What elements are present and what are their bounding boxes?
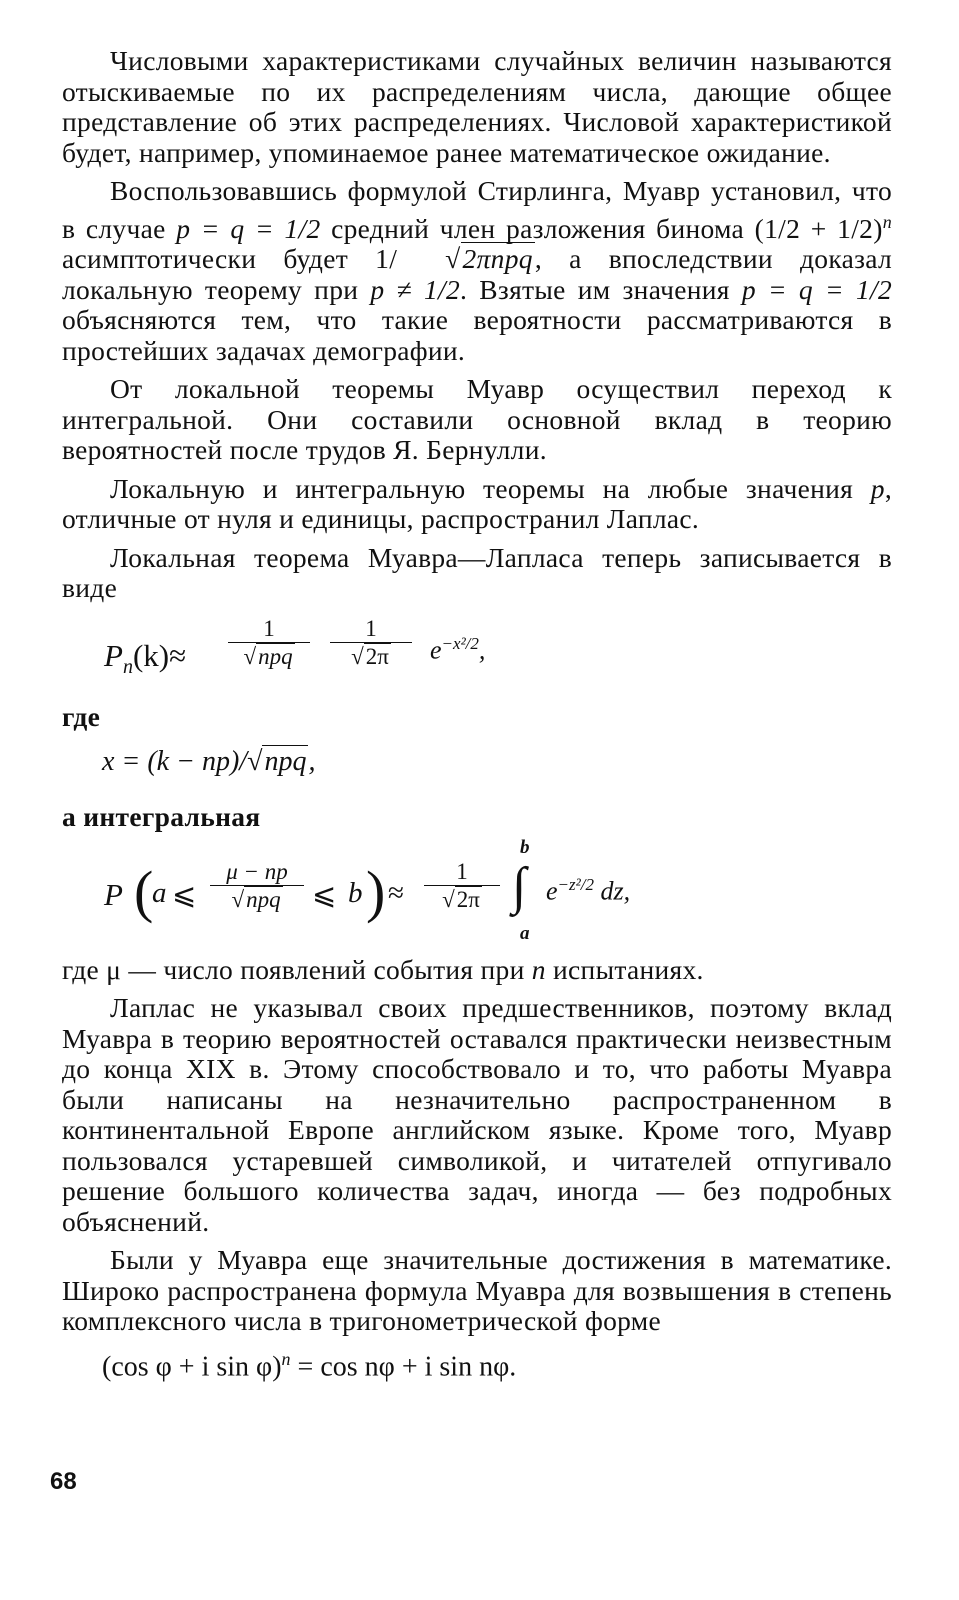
- inline-math: p ≠ 1/2: [370, 273, 461, 305]
- formula-arg: (k)≈: [132, 637, 187, 673]
- text-fragment: где μ — число появлений события при: [62, 953, 532, 985]
- paragraph-integral-transition: От локальной теоремы Муавр осуществил переход к интегральной. Они составили основной вклад в теорию вероятностей после трудов Я. Бернулли.: [62, 373, 892, 466]
- exp-base: e: [430, 635, 442, 665]
- exp-power: −x²/2: [441, 633, 479, 653]
- text-fragment: испытаниях.: [545, 953, 704, 985]
- text-fragment: Воспользовавшись формулой Стирлинга, Муавр установил, что в случае: [62, 175, 892, 244]
- paragraph-mu-definition: [62, 955, 892, 986]
- integrand: [546, 875, 630, 907]
- paragraph-laplace-predecessors: Лаплас не указывал своих предшественников, поэтому вклад Муавра в теорию вероятностей оставался практически неизвестным до конца XIX в. Этому способствовало и то, что работы Муавра были написаны на незначительно распространенном в континентальной Европе английском языке. Кроме того, Муавр пользовался устаревшей символикой, и читателей отпугивало решение большого количества задач, иногда — без подробных объяснений.: [62, 992, 892, 1237]
- formula-de-moivre: [62, 1345, 892, 1389]
- integral-upper-limit: b: [520, 836, 530, 858]
- fraction-one-over-sqrt-2pi: [424, 859, 500, 914]
- text-fragment: асимптотически будет: [62, 243, 376, 275]
- sqrt-symbol: √npq: [247, 746, 307, 778]
- lower-bound-a: a: [152, 876, 167, 909]
- formula-exponential: [430, 634, 485, 666]
- sqrt-radicand: 2π: [365, 643, 389, 669]
- text-fragment: Локальную и интегральную теоремы на любые значения: [110, 472, 871, 504]
- formula-tail: ,: [478, 635, 486, 665]
- sqrt-radicand: npq: [246, 886, 281, 912]
- moivre-lhs: (cos φ + i sin φ): [102, 1350, 282, 1382]
- sqrt-radicand: npq: [264, 746, 307, 778]
- moivre-exponent: n: [281, 1348, 291, 1369]
- moivre-expression: [102, 1349, 516, 1383]
- integral-lower-limit: a: [520, 922, 530, 944]
- binom-exponent: n: [882, 211, 892, 232]
- exp-power: −z²/2: [557, 874, 594, 894]
- sqrt-radicand: 2π: [456, 886, 480, 912]
- formula-local-theorem: [62, 612, 892, 694]
- formula-subscript: n: [122, 655, 133, 678]
- paragraph-stirling: [62, 176, 892, 366]
- approx-symbol: ≈: [388, 876, 404, 909]
- inline-math: n: [531, 953, 546, 985]
- differential: dz,: [600, 876, 631, 906]
- inline-math: [375, 243, 535, 274]
- formula-P: P: [104, 876, 123, 912]
- paragraph-numerical-characteristics: Числовыми характеристиками случайных величин называются отыскиваемые по их распределениям числа, дающие общее представление об этих распределениях. Числовой характеристикой будет, например, упоминаемое ранее математическое ожидание.: [62, 45, 892, 168]
- leq-symbol: ⩽: [172, 878, 197, 911]
- fraction-denominator: √2π: [442, 886, 480, 912]
- upper-bound-b: b: [348, 876, 363, 909]
- asym-prefix: 1/: [375, 243, 398, 275]
- x-def-lhs: x = (k − np)/: [102, 746, 248, 778]
- moivre-rhs: = cos nφ + i sin nφ.: [290, 1350, 517, 1382]
- fraction-one-over-sqrt-2pi: [330, 616, 412, 671]
- inline-math: p = q = 1/2: [741, 273, 892, 305]
- fraction-numerator: 1: [456, 858, 468, 884]
- formula-P: P: [104, 637, 123, 673]
- paragraph-local-theorem: Локальная теорема Муавра—Лапласа теперь записывается в виде: [62, 541, 892, 604]
- x-def-expression: [102, 746, 315, 778]
- binom-expr: (1/2 + 1/2): [754, 212, 883, 244]
- word-where: где: [62, 700, 101, 732]
- exp-base: e: [546, 876, 558, 906]
- sqrt-symbol: √2πnpq: [445, 243, 533, 275]
- page-number: 68: [50, 1468, 77, 1495]
- formula-integral-theorem: [62, 836, 892, 949]
- text-fragment: объясняются тем, что такие вероятности рассматриваются в простейших задачах демографии.: [62, 304, 892, 366]
- text-fragment: , отличные от нуля и единицы, распространил Лаплас.: [62, 472, 892, 535]
- sqrt-radicand: 2πnpq: [462, 243, 533, 275]
- left-paren: (: [134, 858, 154, 924]
- paragraph-laplace: [62, 474, 892, 535]
- leq-symbol: ⩽: [312, 878, 337, 911]
- fraction-standardized: [210, 859, 304, 914]
- right-paren: ): [366, 858, 386, 924]
- formula-lhs: [104, 638, 186, 679]
- book-page: [62, 46, 892, 1389]
- inline-math: p: [870, 472, 885, 504]
- integral-sign: ∫: [512, 857, 527, 915]
- sqrt-radicand: npq: [258, 643, 293, 669]
- formula-x-definition: [62, 740, 892, 790]
- fraction-denominator: √npq: [243, 643, 293, 669]
- formula-tail: ,: [308, 746, 316, 778]
- fraction-one-over-sqrt-npq: [228, 616, 310, 671]
- fraction-numerator: μ − np: [226, 858, 288, 884]
- text-fragment: , а впоследствии доказал локальную теорему при: [62, 243, 893, 305]
- fraction-denominator: √2π: [351, 643, 389, 669]
- text-fragment: . Взятые им значения: [460, 273, 742, 305]
- inline-math: [755, 213, 892, 244]
- paragraph-moivre-formula: Были у Муавра еще значительные достижения в математике. Широко распространена формула Муавра для возвышения в степень комплексного числа в тригонометрической форме: [62, 1244, 892, 1337]
- fraction-denominator: √npq: [231, 886, 281, 912]
- fraction-numerator: 1: [263, 615, 275, 641]
- word-and-integral: а интегральная: [62, 801, 261, 833]
- text-fragment: средний член разложения бинома: [320, 212, 755, 244]
- inline-math: p = q = 1/2: [176, 212, 321, 244]
- fraction-numerator: 1: [365, 615, 377, 641]
